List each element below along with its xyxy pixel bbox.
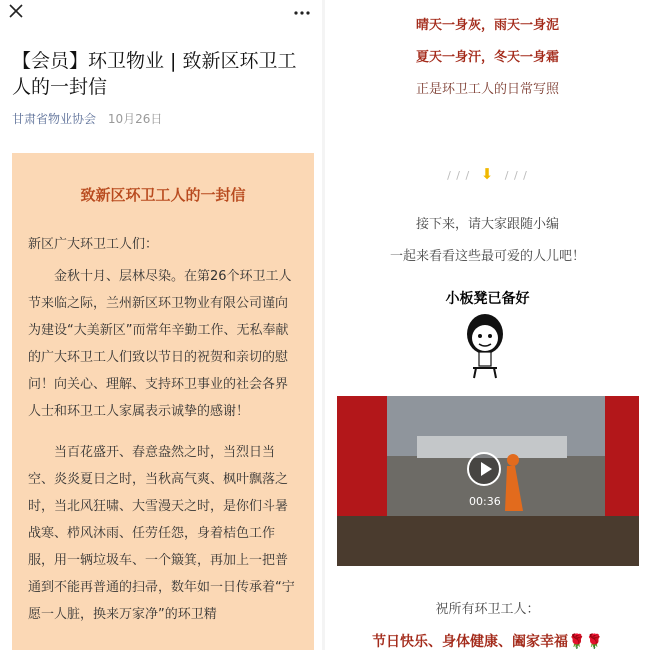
intro-line: 一起来看看这些最可爱的人儿吧！ <box>389 249 585 264</box>
letter-paragraph: 金秋十月、层林尽染。在第26个环卫工人节来临之际，兰州新区环卫物业有限公司谨向为建设“大美新区”而常年辛勤工作、无私奉献的广大环卫工人们致以节日的祝贺和亲切的慰问！向关心、理解、支持环卫事业的社会各界人士和环卫工人家属表示诚挚的感谢！ <box>28 269 292 419</box>
video-duration: 00:36 <box>469 495 501 508</box>
wish-main: 节日快乐、身体健康、阖家幸福🌹🌹 <box>372 634 603 650</box>
divider-arrow-row <box>325 165 650 183</box>
poem-line: 夏天一身汗，冬天一身霜 <box>415 50 559 65</box>
top-bar <box>0 0 325 26</box>
meme-caption: 小板凳已备好 <box>445 291 530 307</box>
letter-salutation: 新区广大环卫工人们： <box>28 237 159 252</box>
letter-card <box>12 153 314 650</box>
play-icon[interactable] <box>467 452 501 486</box>
article-meta <box>12 110 162 127</box>
poem-line: 晴天一身灰，雨天一身泥 <box>415 18 559 33</box>
intro-line: 接下来，请大家跟随小编 <box>415 217 559 232</box>
wish-intro: 祝所有环卫工人： <box>435 602 540 617</box>
article-title: 【会员】环卫物业 | 致新区环卫工人的一封信 <box>12 50 297 98</box>
close-icon[interactable] <box>9 4 23 18</box>
video-player[interactable] <box>337 396 639 566</box>
right-pane <box>325 0 650 650</box>
more-icon[interactable] <box>294 11 310 15</box>
slash-decoration: / / / <box>504 169 528 182</box>
letter-title: 致新区环卫工人的一封信 <box>80 186 246 204</box>
publish-date: 10月26日 <box>107 112 163 126</box>
meme-sticker-image <box>455 308 515 380</box>
slash-decoration: / / / <box>447 169 471 182</box>
down-arrow-icon: ⬇ <box>480 165 495 183</box>
source-link[interactable]: 甘肃省物业协会 <box>12 112 97 126</box>
letter-paragraph: 当百花盛开、春意盎然之时，当烈日当空、炎炎夏日之时，当秋高气爽、枫叶飘落之时，当北风狂啸、大雪漫天之时，是你们斗暑战寒、栉风沐雨、任劳任怨，身着桔色工作服，用一辆垃圾车、一个簸箕，再加上一把普通到不能再普通的扫帚，数年如一日传承着“宁愿一人脏，换来万家净”的环卫精 <box>28 445 295 622</box>
poem-line: 正是环卫工人的日常写照 <box>415 82 559 97</box>
